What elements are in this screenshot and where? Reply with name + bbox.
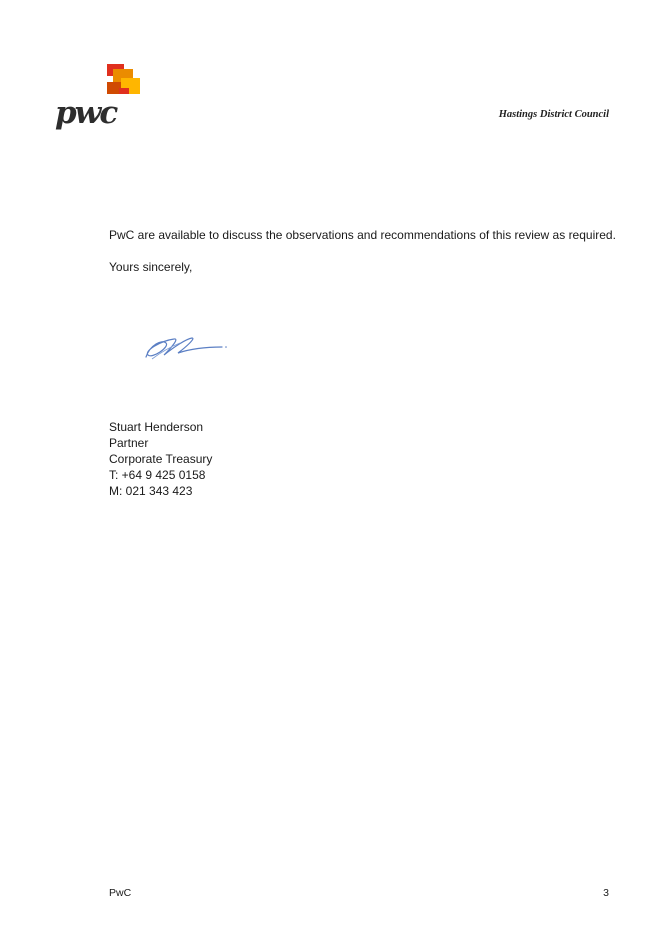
contact-name: Stuart Henderson xyxy=(109,420,204,434)
closing-line: Yours sincerely, xyxy=(109,260,193,274)
contact-block xyxy=(109,419,212,499)
logo-wordmark: pwc xyxy=(55,95,117,131)
footer-company: PwC xyxy=(109,887,132,899)
contact-mobile: M: 021 343 423 xyxy=(109,484,193,498)
handwritten-signature-icon xyxy=(140,333,230,370)
logo-block xyxy=(119,88,129,94)
contact-department: Corporate Treasury xyxy=(109,452,213,466)
contact-title: Partner xyxy=(109,436,149,450)
body-paragraph: PwC are available to discuss the observations and recommendations of this review as required. xyxy=(109,228,616,242)
client-name: Hastings District Council xyxy=(498,109,609,120)
contact-phone: T: +64 9 425 0158 xyxy=(109,468,206,482)
pwc-logo xyxy=(55,64,145,134)
page-number: 3 xyxy=(603,887,609,899)
